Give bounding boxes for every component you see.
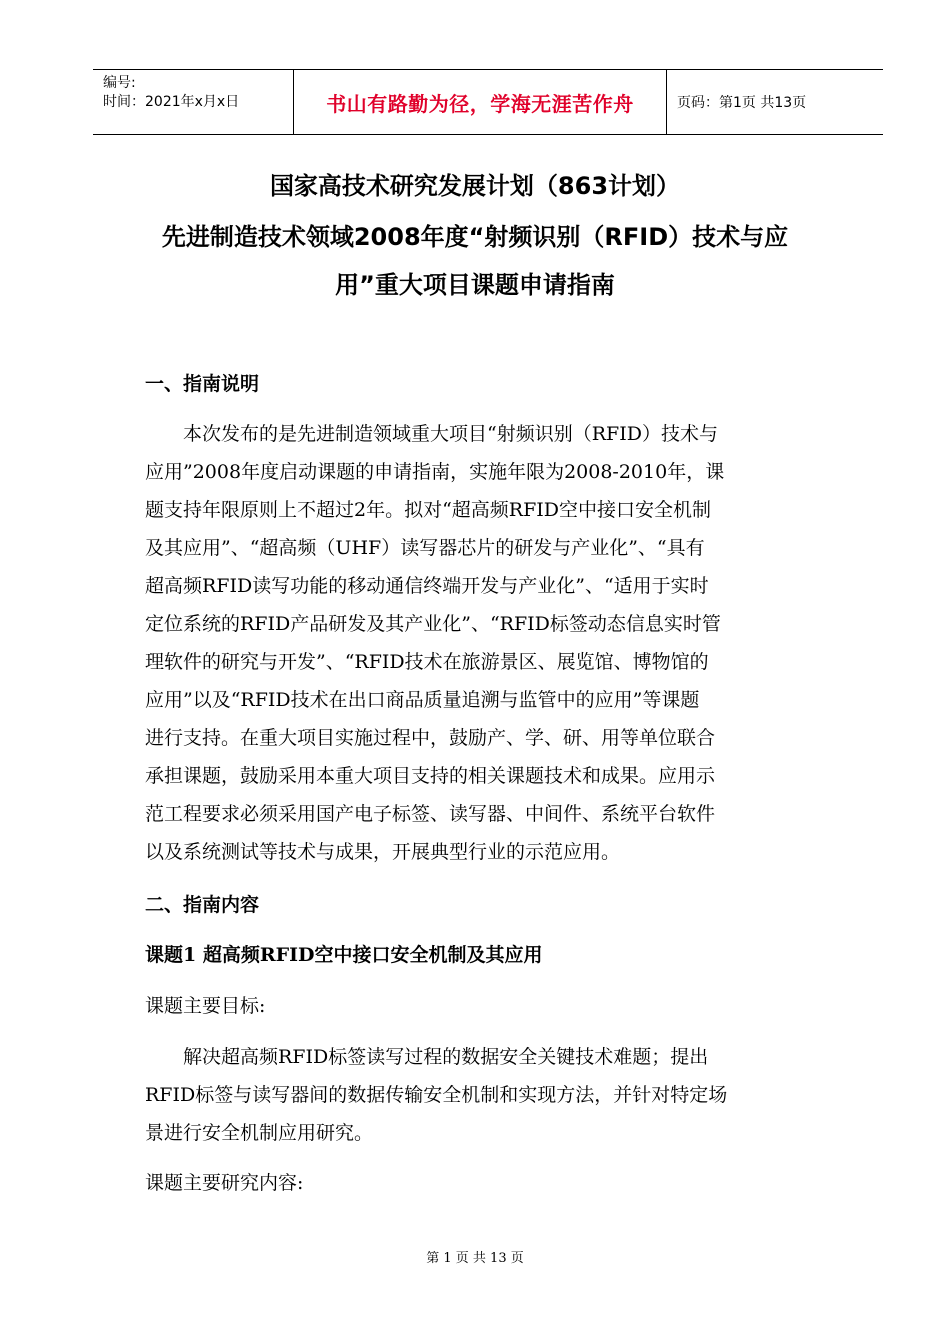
header-page-info: 页码：第1页 共13页 [677, 95, 807, 111]
goal-label: 课题主要目标: [145, 995, 266, 1017]
paragraph-line: 及其应用”、“超高频（UHF）读写器芯片的研发与产业化”、“具有 [145, 537, 705, 559]
paragraph-line: 应用”以及“RFID技术在出口商品质量追溯与监管中的应用”等课题 [145, 689, 700, 711]
page-footer: 第 1 页 共 13 页 [426, 1251, 524, 1266]
paragraph-line: 进行支持。在重大项目实施过程中，鼓励产、学、研、用等单位联合 [145, 727, 716, 749]
paragraph-line: 范工程要求必须采用国产电子标签、读写器、中间件、系统平台软件 [145, 803, 716, 825]
header-motto: 书山有路勤为径，学海无涯苦作舟 [294, 70, 667, 134]
time-label: 时间：2021年x月x日 [103, 94, 240, 110]
document-header [93, 69, 883, 135]
title-line-3: 用”重大项目课题申请指南 [335, 271, 615, 299]
paragraph-line: 景进行安全机制应用研究。 [145, 1122, 374, 1144]
section-2-heading: 二、指南内容 [145, 894, 260, 916]
research-content-label: 课题主要研究内容: [145, 1172, 304, 1194]
section-1-heading: 一、指南说明 [145, 373, 260, 395]
header-meta-cell [93, 70, 294, 134]
paragraph-line: 应用”2008年度启动课题的申请指南，实施年限为2008-2010年，课 [145, 461, 725, 483]
topic-1-title: 课题1 超高频RFID空中接口安全机制及其应用 [145, 944, 543, 966]
paragraph-line: 承担课题，鼓励采用本重大项目支持的相关课题技术和成果。应用示 [145, 765, 716, 787]
paragraph-line: 本次发布的是先进制造领域重大项目“射频识别（RFID）技术与 [145, 423, 718, 445]
paragraph-line: 以及系统测试等技术与成果，开展典型行业的示范应用。 [145, 841, 621, 863]
paragraph-line: RFID标签与读写器间的数据传输安全机制和实现方法，并针对特定场 [145, 1084, 728, 1106]
section-1-paragraph [145, 415, 825, 871]
title-line-1: 国家高技术研究发展计划（863计划） [269, 172, 681, 200]
paragraph-line: 题支持年限原则上不超过2年。拟对“超高频RFID空中接口安全机制 [145, 499, 712, 521]
goal-paragraph [145, 1038, 825, 1152]
paragraph-line: 解决超高频RFID标签读写过程的数据安全关键技术难题；提出 [145, 1046, 709, 1068]
paragraph-line: 定位系统的RFID产品研发及其产业化”、“RFID标签动态信息实时管 [145, 613, 721, 635]
title-line-2: 先进制造技术领域2008年度“射频识别（RFID）技术与应 [161, 223, 789, 251]
paragraph-line: 超高频RFID读写功能的移动通信终端开发与产业化”、“适用于实时 [145, 575, 709, 597]
serial-number-label: 编号: [103, 75, 136, 91]
paragraph-line: 理软件的研究与开发”、“RFID技术在旅游景区、展览馆、博物馆的 [145, 651, 709, 673]
